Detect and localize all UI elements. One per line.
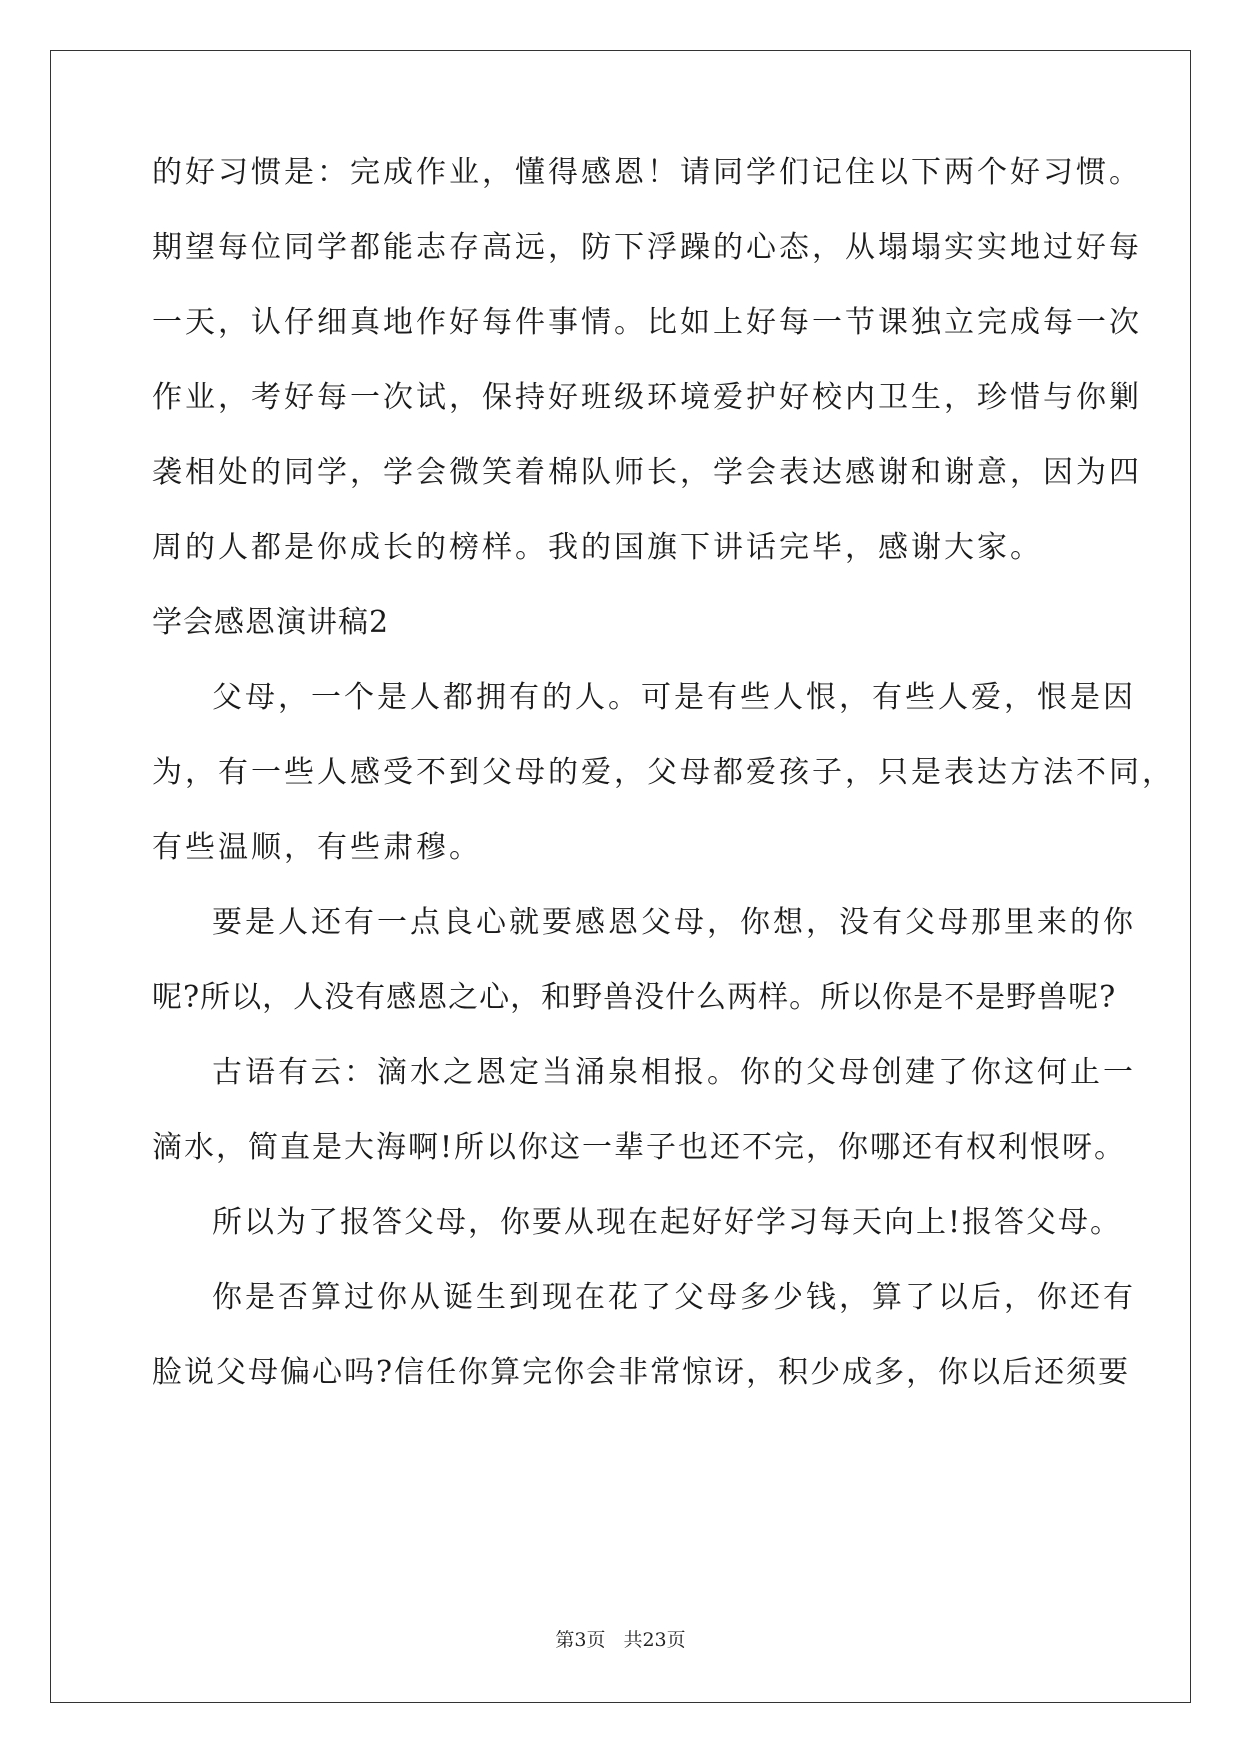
- paragraph-first-line: 你是否算过你从诞生到现在花了父母多少钱，算了以后，你还有: [212, 1280, 1136, 1315]
- section-heading: 学会感恩演讲稿2: [152, 605, 390, 640]
- paragraph-first-line: 所以为了报答父母，你要从现在起好好学习每天向上!报答父母。: [212, 1205, 1123, 1240]
- page-footer: [0, 1625, 1241, 1652]
- text-line: 一天，认仔细真地作好每件事情。比如上好每一节课独立完成每一次: [152, 305, 1142, 340]
- text-line: 呢?所以，人没有感恩之心，和野兽没什么两样。所以你是不是野兽呢?: [152, 980, 1117, 1015]
- paragraph-first-line: 要是人还有一点良心就要感恩父母，你想，没有父母那里来的你: [212, 905, 1136, 940]
- text-line: 周的人都是你成长的榜样。我的国旗下讲话完毕，感谢大家。: [152, 530, 1043, 565]
- text-line: 为，有一些人感受不到父母的爱，父母都爱孩子，只是表达方法不同，: [152, 755, 1175, 790]
- page-number: 第3页: [555, 1629, 606, 1651]
- text-line: 袭相处的同学，学会微笑着棉队师长，学会表达感谢和谢意，因为四: [152, 455, 1142, 490]
- text-line: 的好习惯是：完成作业，懂得感恩！请同学们记住以下两个好习惯。: [152, 155, 1142, 190]
- paragraph-first-line: 父母，一个是人都拥有的人。可是有些人恨，有些人爱，恨是因: [212, 680, 1136, 715]
- text-line: 有些温顺，有些肃穆。: [152, 830, 482, 865]
- text-line: 期望每位同学都能志存高远，防下浮躁的心态，从塌塌实实地过好每: [152, 230, 1142, 265]
- text-line: 脸说父母偏心吗?信任你算完你会非常惊讶，积少成多，你以后还须要: [152, 1355, 1131, 1390]
- text-line: 作业，考好每一次试，保持好班级环境爱护好校内卫生，珍惜与你剿: [152, 380, 1142, 415]
- paragraph-first-line: 古语有云：滴水之恩定当涌泉相报。你的父母创建了你这何止一: [212, 1055, 1136, 1090]
- page-total: 共23页: [623, 1629, 686, 1651]
- page-border: [50, 50, 1191, 1703]
- text-line: 滴水，简直是大海啊!所以你这一辈子也还不完，你哪还有权利恨呀。: [152, 1130, 1127, 1165]
